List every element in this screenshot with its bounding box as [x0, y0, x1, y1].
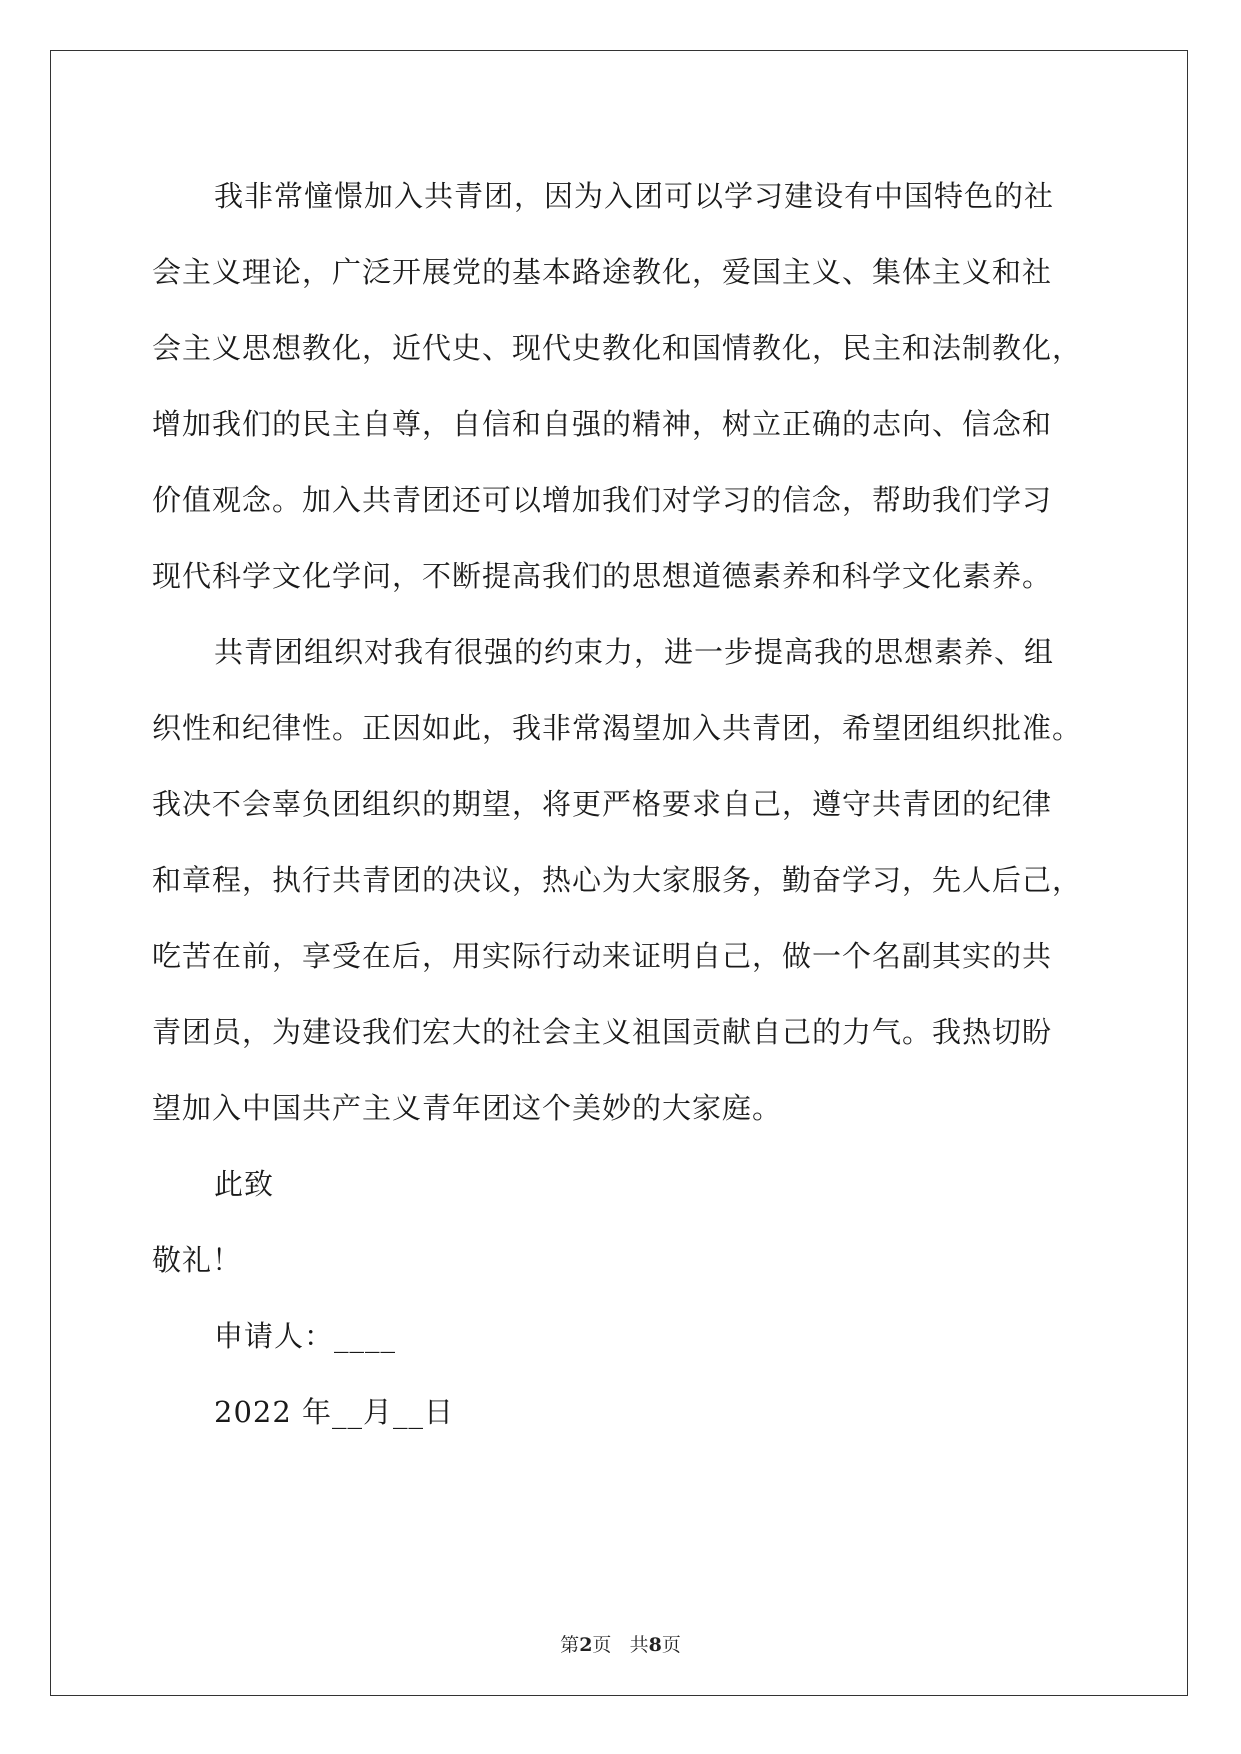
text-line: 我决不会辜负团组织的期望，将更严格要求自己，遵守共青团的纪律 — [152, 787, 1053, 821]
closing-line: 此致 — [214, 1167, 275, 1201]
text-line: 共青团组织对我有很强的约束力，进一步提高我的思想素养、组 — [214, 635, 1055, 669]
footer-page-number: 2 — [579, 1634, 593, 1656]
applicant-line: 申请人：____ — [214, 1319, 397, 1353]
footer-prefix: 第 — [560, 1634, 580, 1656]
paragraph-2 — [152, 614, 1092, 1146]
text-line: 织性和纪律性。正因如此，我非常渴望加入共青团，希望团组织批准。 — [152, 711, 1083, 745]
paragraph-1 — [152, 158, 1092, 614]
footer-total-suffix: 页 — [661, 1634, 681, 1656]
document-body — [152, 158, 1092, 1450]
salute-line: 敬礼！ — [152, 1243, 243, 1277]
text-line: 会主义理论，广泛开展党的基本路途教化，爱国主义、集体主义和社 — [152, 255, 1053, 289]
text-line: 和章程，执行共青团的决议，热心为大家服务，勤奋学习，先人后己， — [152, 863, 1083, 897]
text-line: 吃苦在前，享受在后，用实际行动来证明自己，做一个名副其实的共 — [152, 939, 1053, 973]
date-line: 2022 年__月__日 — [214, 1395, 455, 1429]
text-line: 青团员，为建设我们宏大的社会主义祖国贡献自己的力气。我热切盼 — [152, 1015, 1053, 1049]
text-line: 价值观念。加入共青团还可以增加我们对学习的信念，帮助我们学习 — [152, 483, 1053, 517]
footer-total-prefix: 共 — [629, 1634, 649, 1656]
footer-page-suffix: 页 — [592, 1634, 612, 1656]
text-line: 望加入中国共产主义青年团这个美妙的大家庭。 — [152, 1091, 783, 1125]
text-line: 增加我们的民主自尊，自信和自强的精神，树立正确的志向、信念和 — [152, 407, 1053, 441]
text-line: 会主义思想教化，近代史、现代史教化和国情教化，民主和法制教化， — [152, 331, 1083, 365]
page-footer — [0, 1630, 1241, 1657]
text-line: 我非常憧憬加入共青团，因为入团可以学习建设有中国特色的社 — [214, 179, 1055, 213]
footer-total-pages: 8 — [648, 1634, 662, 1656]
text-line: 现代科学文化学问，不断提高我们的思想道德素养和科学文化素养。 — [152, 559, 1053, 593]
